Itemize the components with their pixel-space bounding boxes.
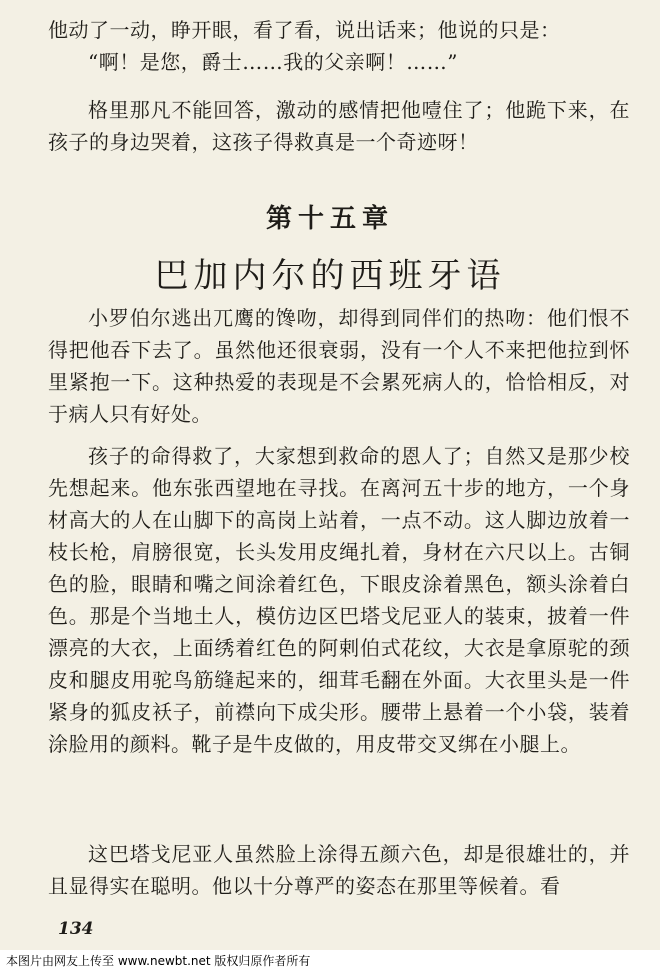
- paragraph-waiting: 这巴塔戈尼亚人虽然脸上涂得五颜六色，却是很雄壮的，并且显得实在聪明。他以十分尊严的姿态在那里等候着。看: [48, 842, 630, 898]
- chapter-number: 第十五章: [265, 204, 394, 234]
- paragraph-grief: 格里那凡不能回答，激动的感情把他噎住了；他跪下来，在孩子的身边哭着，这孩子得救真是一个奇迹呀！: [48, 98, 630, 154]
- paragraph-rescue: 小罗伯尔逃出兀鹰的馋吻，却得到同伴们的热吻：他们恨不得把他吞下去了。虽然他还很衰弱，没有一个人不来把他拉到怀里紧抱一下。这种热爱的表现是不会累死病人的，恰恰相反，对于病人只有好处。: [48, 306, 630, 426]
- chapter-title: 巴加内尔的西班牙语: [154, 256, 506, 296]
- footer-watermark: 本图片由网友上传至 www.newbt.net 版权归原作者所有: [0, 950, 660, 973]
- paragraph-patagonian: 孩子的命得救了，大家想到救命的恩人了；自然又是那少校先想起来。他东张西望地在寻找。在离河五十步的地方，一个身材高大的人在山脚下的高岗上站着，一点不动。这人脚边放着一枝长枪，肩膀很宽，长头发用皮绳扎着，身材在六尺以上。古铜色的脸，眼睛和嘴之间涂着红色，下眼皮涂着黑色，额头涂着白色。那是个当地土人，模仿边区巴塔戈尼亚人的装束，披着一件漂亮的大衣，上面绣着红色的阿剌伯式花纹，大衣是拿原驼的颈皮和腿皮用驼鸟筋缝起来的，细茸毛翻在外面。大衣里头是一件紧身的狐皮袄子，前襟向下成尖形。腰带上悬着一个小袋，装着涂脸用的颜料。靴子是牛皮做的，用皮带交叉绑在小腿上。: [48, 444, 630, 756]
- paragraph-dialogue: “啊！是您，爵士……我的父亲啊！……”: [88, 50, 458, 74]
- paragraph-continuation: 他动了一动，睁开眼，看了看，说出话来；他说的只是：: [48, 18, 561, 42]
- page-number: 134: [58, 919, 94, 939]
